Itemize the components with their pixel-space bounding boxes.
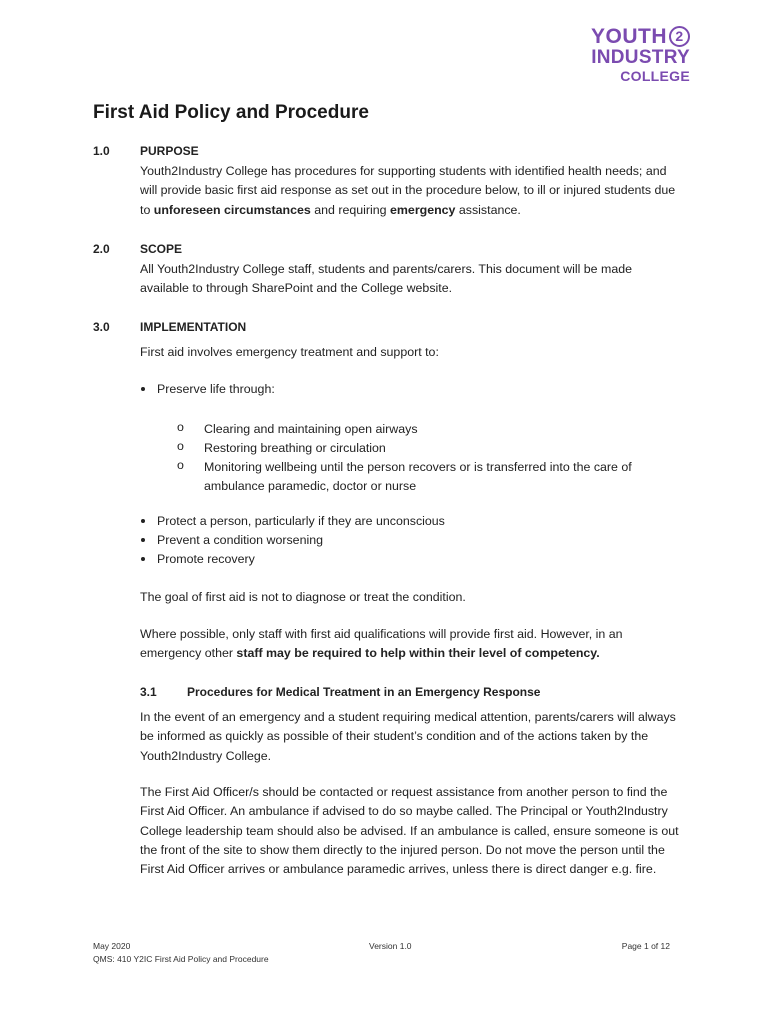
bullet-icon xyxy=(141,557,145,561)
bullet-icon xyxy=(141,519,145,523)
goal-text: The goal of first aid is not to diagnose or treat the condition. xyxy=(140,590,466,604)
circle-bullet-icon: o xyxy=(177,458,184,472)
logo-line-youth: YOUTH xyxy=(591,25,667,48)
scope-text: All Youth2Industry College staff, students and parents/carers. This document will be made available to through SharePoint and the College website. xyxy=(140,262,633,296)
footer-page-number: Page 1 of 12 xyxy=(621,941,670,951)
college-logo xyxy=(568,26,690,83)
where-possible-text: Where possible, only staff with first aid qualifications will provide first aid. However, in an emergency other staff may be required to help within their level of competency. xyxy=(140,627,623,661)
subsection-number: 3.1 xyxy=(140,685,157,699)
footer-version: Version 1.0 xyxy=(369,941,412,951)
section-heading: PURPOSE xyxy=(140,144,199,158)
section-heading: SCOPE xyxy=(140,242,183,256)
subsection-heading: Procedures for Medical Treatment in an Emergency Response xyxy=(187,685,541,699)
footer-date: May 2020 xyxy=(93,941,131,951)
section-number: 3.0 xyxy=(93,320,110,334)
bullet-icon xyxy=(141,538,145,542)
section-heading: IMPLEMENTATION xyxy=(140,320,247,334)
circle-bullet-icon: o xyxy=(177,420,184,434)
implementation-intro: First aid involves emergency treatment and support to: xyxy=(140,345,439,359)
section-number: 2.0 xyxy=(93,242,110,256)
logo-circle-two: 2 xyxy=(669,26,690,47)
sub31-paragraph-2: The First Aid Officer/s should be contacted or request assistance from another person to find the First Aid Officer. An ambulance if advised to do so maybe called. The Principal or Youth2Industry College leadership team should also be advised. If an ambulance is called, ensure someone is out the front of the site to show them directly to the injured person. Do not move the person until the First Aid Officer arrives or ambulance paramedic arrives, unless there is direct danger e.g. fire. xyxy=(140,785,679,877)
footer-qms: QMS: 410 Y2IC First Aid Policy and Procedure xyxy=(93,954,269,964)
purpose-text: Youth2Industry College has procedures for supporting students with identified health needs; and will provide basic first aid response as set out in the procedure below, to ill or injured students due to unforeseen circumstances and requiring emergency assistance. xyxy=(140,164,676,217)
bullet-icon xyxy=(141,387,145,391)
section-number: 1.0 xyxy=(93,144,110,158)
logo-line-college: COLLEGE xyxy=(620,68,690,84)
circle-bullet-icon: o xyxy=(177,439,184,453)
sub31-paragraph-1: In the event of an emergency and a student requiring medical attention, parents/carers will always be informed as quickly as possible of their student’s condition and of the actions taken by the Youth2Industry College. xyxy=(140,710,676,763)
logo-line-industry: INDUSTRY xyxy=(591,47,690,68)
document-title: First Aid Policy and Procedure xyxy=(93,102,369,123)
